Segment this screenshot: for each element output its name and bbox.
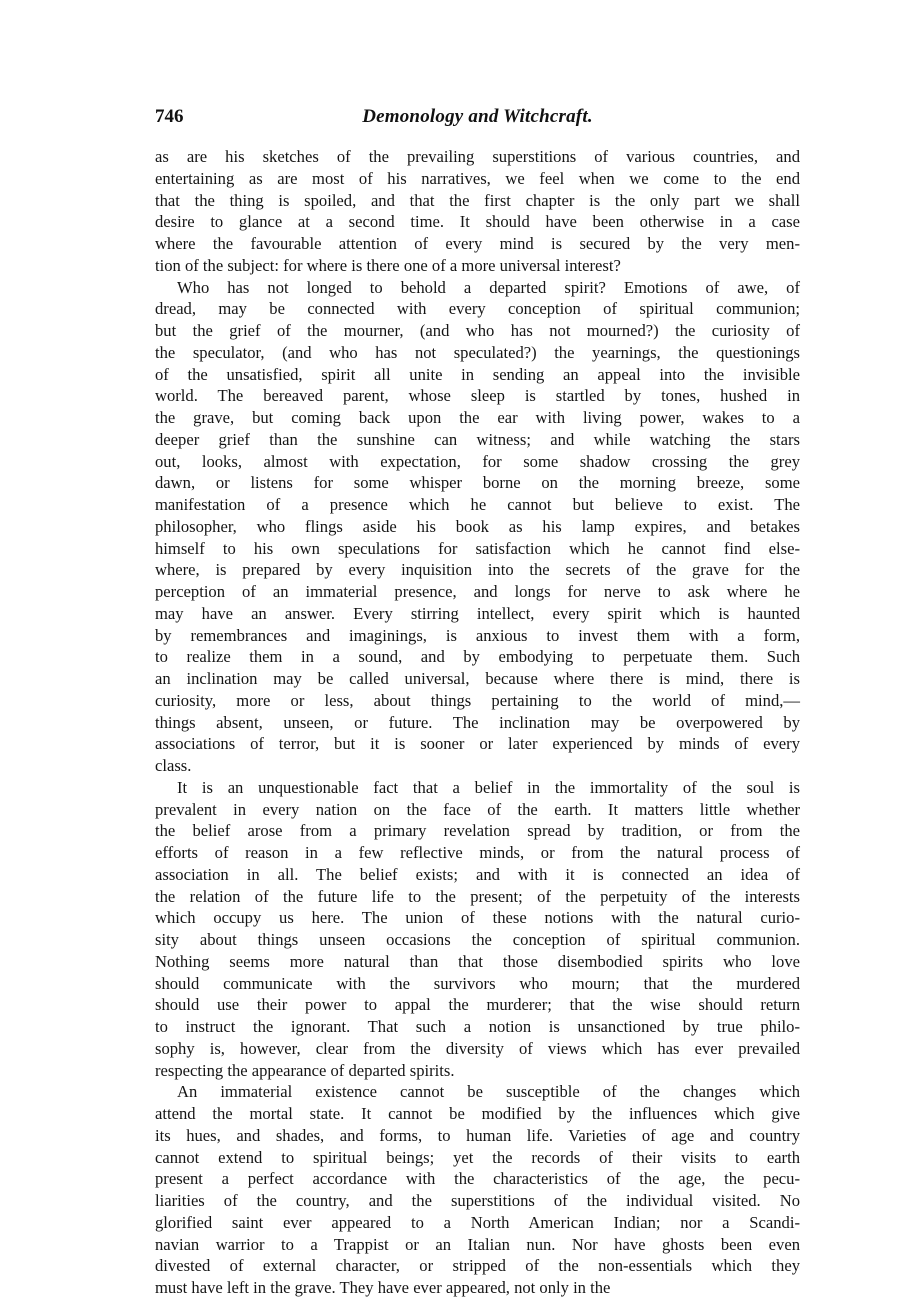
text-line: tion of the subject: for where is there one of a more universal interest? xyxy=(155,255,621,275)
text-line: curiosity, more or less, about things pertaining to the world of mind,— xyxy=(155,690,800,710)
text-line: dawn, or listens for some whisper borne on the morning breeze, some xyxy=(155,473,800,493)
text-line: an inclination may be called universal, because where there is mind, there is xyxy=(155,669,800,688)
text-line: should communicate with the survivors who mourn; that the murdered xyxy=(155,973,800,993)
text-line: the grave, but coming back upon the ear with living power, wakes to a xyxy=(155,408,800,427)
text-line: desire to glance at a second time. It should have been otherwise in a case xyxy=(155,212,800,232)
text-line: the belief arose from a primary revelation spread by tradition, or from the xyxy=(155,821,800,841)
text-line: as are his sketches of the prevailing superstitions of various countries, and xyxy=(155,147,800,166)
text-line: dread, may be connected with every conception of spiritual communion; xyxy=(155,299,800,319)
text-line: divested of external character, or stripped of the non-essentials which they xyxy=(155,1256,800,1276)
text-line: An immaterial existence cannot be susceptible of the changes which xyxy=(177,1082,800,1102)
page-number: 746 xyxy=(155,106,184,127)
text-line: Nothing seems more natural than that those disembodied spirits who love xyxy=(155,951,800,971)
text-line: to realize them in a sound, and by embodying to perpetuate them. Such xyxy=(155,647,800,667)
text-line: sity about things unseen occasions the conception of spiritual communion. xyxy=(155,930,800,949)
text-line: things absent, unseen, or future. The inclination may be overpowered by xyxy=(155,712,800,732)
text-line: navian warrior to a Trappist or an Italian nun. Nor have ghosts been even xyxy=(155,1234,800,1254)
text-line: Who has not longed to behold a departed spirit? Emotions of awe, of xyxy=(177,277,800,297)
text-line: where the favourable attention of every mind is secured by the very men- xyxy=(155,234,800,253)
text-line: cannot extend to spiritual beings; yet the records of their visits to earth xyxy=(155,1147,800,1167)
text-line: the speculator, (and who has not speculated?) the yearnings, the questionings xyxy=(155,342,800,362)
text-line: perception of an immaterial presence, and longs for nerve to ask where he xyxy=(155,582,800,601)
text-line: philosopher, who flings aside his book as his lamp expires, and betakes xyxy=(155,516,800,536)
text-line: association in all. The belief exists; and with it is connected an idea of xyxy=(155,864,800,884)
text-line: efforts of reason in a few reflective minds, or from the natural process of xyxy=(155,843,800,862)
text-line: of the unsatisfied, spirit all unite in sending an appeal into the invisible xyxy=(155,364,800,384)
text-line: attend the mortal state. It cannot be modified by the influences which give xyxy=(155,1104,800,1123)
text-line: liarities of the country, and the superstitions of the individual visited. No xyxy=(155,1191,800,1210)
text-line: by remembrances and imaginings, is anxious to invest them with a form, xyxy=(155,625,800,645)
print-speckle xyxy=(440,1196,480,1204)
text-line: that the thing is spoiled, and that the first chapter is the only part we shall xyxy=(155,190,800,210)
text-line: to instruct the ignorant. That such a notion is unsanctioned by true philo- xyxy=(155,1017,800,1036)
text-line: deeper grief than the sunshine can witness; and while watching the stars xyxy=(155,429,800,449)
paragraph-2 xyxy=(155,277,800,777)
text-line: associations of terror, but it is sooner or later experienced by minds of every xyxy=(155,734,800,754)
paragraph-1 xyxy=(155,146,800,277)
text-line: which occupy us here. The union of these notions with the natural curio- xyxy=(155,908,800,928)
running-head xyxy=(155,106,800,132)
text-line: respecting the appearance of departed spirits. xyxy=(155,1060,455,1080)
text-line: sophy is, however, clear from the diversity of views which has ever prevailed xyxy=(155,1038,800,1058)
text-line: out, looks, almost with expectation, for some shadow crossing the grey xyxy=(155,451,800,471)
text-line: present a perfect accordance with the characteristics of the age, the pecu- xyxy=(155,1169,800,1189)
text-line: world. The bereaved parent, whose sleep is startled by tones, hushed in xyxy=(155,386,800,406)
text-line: himself to his own speculations for satisfaction which he cannot find else- xyxy=(155,538,800,558)
text-line: manifestation of a presence which he cannot but believe to exist. The xyxy=(155,495,800,514)
text-line: but the grief of the mourner, (and who has not mourned?) the curiosity of xyxy=(155,321,800,340)
text-line: glorified saint ever appeared to a North American Indian; nor a Scandi- xyxy=(155,1212,800,1232)
text-line: should use their power to appal the murderer; that the wise should return xyxy=(155,995,800,1015)
text-line: class. xyxy=(155,756,192,775)
text-line: its hues, and shades, and forms, to human life. Varieties of age and country xyxy=(155,1125,800,1145)
text-line: It is an unquestionable fact that a belief in the immortality of the soul is xyxy=(177,777,800,797)
text-line: may have an answer. Every stirring intellect, every spirit which is haunted xyxy=(155,603,800,623)
body-text xyxy=(155,146,800,1299)
text-line: must have left in the grave. They have ever appeared, not only in the xyxy=(155,1278,611,1297)
paragraph-4 xyxy=(155,1081,800,1299)
text-line: where, is prepared by every inquisition into the secrets of the grave for the xyxy=(155,560,800,580)
text-line: entertaining as are most of his narratives, we feel when we come to the end xyxy=(155,168,800,188)
paragraph-3 xyxy=(155,777,800,1082)
text-line: the relation of the future life to the present; of the perpetuity of the interests xyxy=(155,886,800,906)
running-title: Demonology and Witchcraft. xyxy=(362,106,593,127)
text-line: prevalent in every nation on the face of the earth. It matters little whether xyxy=(155,799,800,819)
